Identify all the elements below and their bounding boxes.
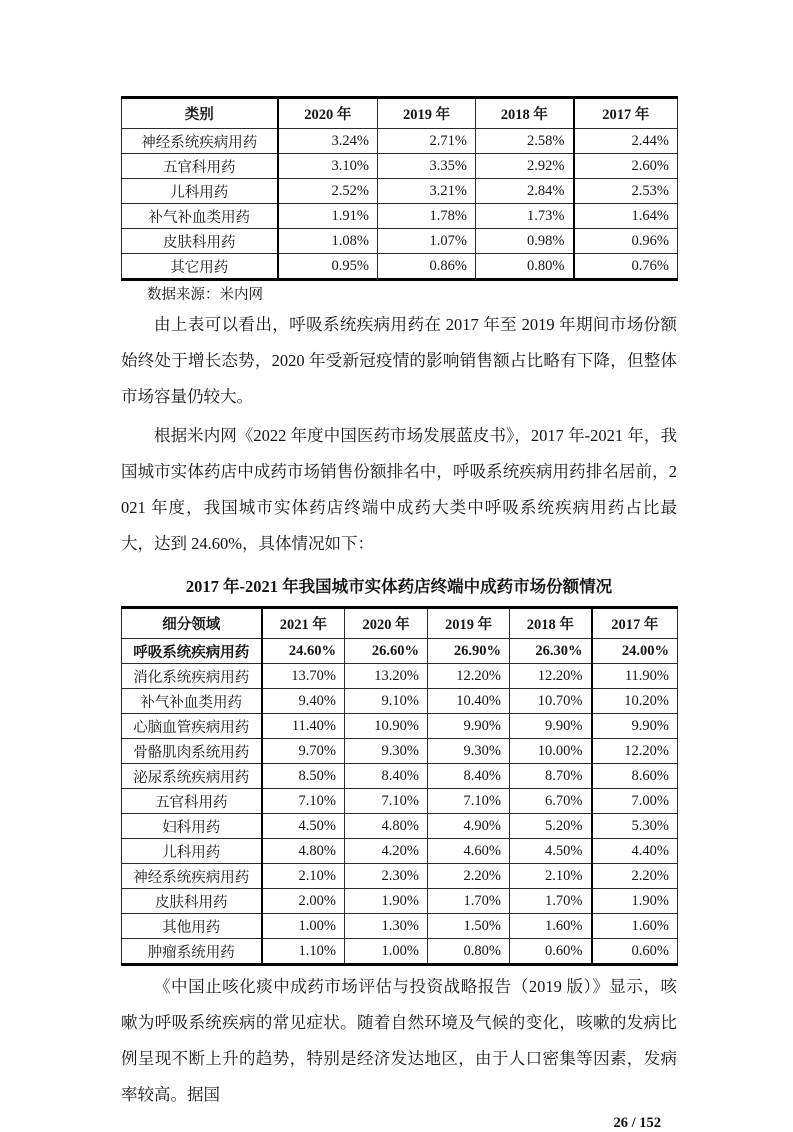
category-cell: 儿科用药 bbox=[122, 179, 278, 204]
value-cell: 2.10% bbox=[510, 864, 592, 889]
value-cell: 2.92% bbox=[476, 154, 574, 179]
value-cell: 4.80% bbox=[345, 814, 428, 839]
table-row bbox=[122, 839, 678, 864]
value-cell: 2.71% bbox=[378, 129, 476, 154]
value-cell: 7.10% bbox=[428, 789, 510, 814]
table-row bbox=[122, 739, 678, 764]
table-header-row bbox=[122, 98, 678, 129]
paragraph-bluebook: 根据米内网《2022 年度中国医药市场发展蓝皮书》，2017 年-2021 年，我国城市实体药店中成药市场销售份额排名中，呼吸系统疾病用药排名居前，2021 年度，我国城市实体药店终端中成药大类中呼吸系统疾病用药占比最大，达到 24.60%，具体情况如下： bbox=[121, 426, 677, 553]
value-cell: 5.20% bbox=[510, 814, 592, 839]
category-cell: 神经系统疾病用药 bbox=[122, 129, 278, 154]
value-cell: 1.70% bbox=[510, 889, 592, 914]
value-cell: 2.44% bbox=[574, 129, 678, 154]
category-cell: 皮肤科用药 bbox=[122, 229, 278, 254]
category-cell: 心脑血管疾病用药 bbox=[122, 714, 262, 739]
value-cell: 9.90% bbox=[428, 714, 510, 739]
category-cell: 补气补血类用药 bbox=[122, 204, 278, 229]
value-cell: 0.80% bbox=[428, 939, 510, 965]
value-cell: 26.60% bbox=[345, 639, 428, 664]
table-row bbox=[122, 154, 678, 179]
value-cell: 9.90% bbox=[592, 714, 678, 739]
category-cell: 神经系统疾病用药 bbox=[122, 864, 262, 889]
value-cell: 1.91% bbox=[278, 204, 378, 229]
value-cell: 1.73% bbox=[476, 204, 574, 229]
value-cell: 4.90% bbox=[428, 814, 510, 839]
category-cell: 泌尿系统疾病用药 bbox=[122, 764, 262, 789]
value-cell: 12.20% bbox=[592, 739, 678, 764]
table-row bbox=[122, 814, 678, 839]
table-row bbox=[122, 664, 678, 689]
value-cell: 2.58% bbox=[476, 129, 574, 154]
paragraph-cough-report: 《中国止咳化痰中成药市场评估与投资战略报告（2019 版）》显示，咳嗽为呼吸系统疾病的常见症状。随着自然环境及气候的变化，咳嗽的发病比例呈现不断上升的趋势，特别是经济发达地区，由于人口密集等因素，发病率较高。据国 bbox=[121, 977, 677, 1104]
value-cell: 9.30% bbox=[428, 739, 510, 764]
value-cell: 1.70% bbox=[428, 889, 510, 914]
value-cell: 8.50% bbox=[262, 764, 345, 789]
value-cell: 0.60% bbox=[592, 939, 678, 965]
data-source-note: 数据来源：米内网 bbox=[147, 287, 263, 303]
value-cell: 7.10% bbox=[345, 789, 428, 814]
value-cell: 9.70% bbox=[262, 739, 345, 764]
category-cell: 骨骼肌肉系统用药 bbox=[122, 739, 262, 764]
value-cell: 10.90% bbox=[345, 714, 428, 739]
value-cell: 2.52% bbox=[278, 179, 378, 204]
value-cell: 4.40% bbox=[592, 839, 678, 864]
value-cell: 1.10% bbox=[262, 939, 345, 965]
column-header: 2020 年 bbox=[278, 98, 378, 129]
value-cell: 2.53% bbox=[574, 179, 678, 204]
value-cell: 4.50% bbox=[262, 814, 345, 839]
paragraph-market-trend: 由上表可以看出，呼吸系统疾病用药在 2017 年至 2019 年期间市场份额始终处于增长态势，2020 年受新冠疫情的影响销售额占比略有下降，但整体市场容量仍较大。 bbox=[121, 315, 677, 406]
value-cell: 3.10% bbox=[278, 154, 378, 179]
value-cell: 1.30% bbox=[345, 914, 428, 939]
value-cell: 8.40% bbox=[428, 764, 510, 789]
table-row bbox=[122, 179, 678, 204]
value-cell: 10.70% bbox=[510, 689, 592, 714]
column-header: 2018 年 bbox=[476, 98, 574, 129]
value-cell: 8.60% bbox=[592, 764, 678, 789]
value-cell: 1.78% bbox=[378, 204, 476, 229]
value-cell: 24.60% bbox=[262, 639, 345, 664]
value-cell: 4.50% bbox=[510, 839, 592, 864]
value-cell: 1.50% bbox=[428, 914, 510, 939]
value-cell: 12.20% bbox=[428, 664, 510, 689]
value-cell: 0.86% bbox=[378, 254, 476, 280]
column-header: 细分领域 bbox=[122, 608, 262, 639]
column-header: 2021 年 bbox=[262, 608, 345, 639]
column-header: 2018 年 bbox=[510, 608, 592, 639]
column-header: 2020 年 bbox=[345, 608, 428, 639]
table-row bbox=[122, 254, 678, 280]
value-cell: 0.60% bbox=[510, 939, 592, 965]
value-cell: 10.00% bbox=[510, 739, 592, 764]
value-cell: 0.96% bbox=[574, 229, 678, 254]
category-cell: 消化系统疾病用药 bbox=[122, 664, 262, 689]
category-cell: 皮肤科用药 bbox=[122, 889, 262, 914]
value-cell: 26.90% bbox=[428, 639, 510, 664]
value-cell: 2.10% bbox=[262, 864, 345, 889]
value-cell: 1.90% bbox=[592, 889, 678, 914]
value-cell: 26.30% bbox=[510, 639, 592, 664]
column-header: 类别 bbox=[122, 98, 278, 129]
value-cell: 2.20% bbox=[592, 864, 678, 889]
column-header: 2019 年 bbox=[378, 98, 476, 129]
value-cell: 1.60% bbox=[592, 914, 678, 939]
column-header: 2019 年 bbox=[428, 608, 510, 639]
category-share-table bbox=[121, 96, 678, 281]
value-cell: 0.80% bbox=[476, 254, 574, 280]
value-cell: 11.90% bbox=[592, 664, 678, 689]
value-cell: 9.90% bbox=[510, 714, 592, 739]
value-cell: 9.10% bbox=[345, 689, 428, 714]
value-cell: 13.70% bbox=[262, 664, 345, 689]
category-cell: 五官科用药 bbox=[122, 789, 262, 814]
value-cell: 1.08% bbox=[278, 229, 378, 254]
page-number: 26 / 152 bbox=[613, 1115, 661, 1131]
value-cell: 8.70% bbox=[510, 764, 592, 789]
table-row bbox=[122, 204, 678, 229]
category-cell: 儿科用药 bbox=[122, 839, 262, 864]
value-cell: 4.80% bbox=[262, 839, 345, 864]
value-cell: 0.95% bbox=[278, 254, 378, 280]
value-cell: 1.60% bbox=[510, 914, 592, 939]
table-row bbox=[122, 229, 678, 254]
value-cell: 5.30% bbox=[592, 814, 678, 839]
value-cell: 3.35% bbox=[378, 154, 476, 179]
value-cell: 6.70% bbox=[510, 789, 592, 814]
value-cell: 12.20% bbox=[510, 664, 592, 689]
value-cell: 9.40% bbox=[262, 689, 345, 714]
value-cell: 1.00% bbox=[345, 939, 428, 965]
category-cell: 呼吸系统疾病用药 bbox=[122, 639, 262, 664]
value-cell: 0.76% bbox=[574, 254, 678, 280]
category-cell: 其他用药 bbox=[122, 914, 262, 939]
table-header-row bbox=[122, 608, 678, 639]
value-cell: 10.20% bbox=[592, 689, 678, 714]
column-header: 2017 年 bbox=[592, 608, 678, 639]
value-cell: 4.60% bbox=[428, 839, 510, 864]
value-cell: 1.64% bbox=[574, 204, 678, 229]
table-row bbox=[122, 889, 678, 914]
value-cell: 1.07% bbox=[378, 229, 476, 254]
value-cell: 7.00% bbox=[592, 789, 678, 814]
table-row bbox=[122, 789, 678, 814]
value-cell: 24.00% bbox=[592, 639, 678, 664]
value-cell: 0.98% bbox=[476, 229, 574, 254]
value-cell: 11.40% bbox=[262, 714, 345, 739]
value-cell: 7.10% bbox=[262, 789, 345, 814]
value-cell: 3.21% bbox=[378, 179, 476, 204]
value-cell: 9.30% bbox=[345, 739, 428, 764]
value-cell: 4.20% bbox=[345, 839, 428, 864]
table-row bbox=[122, 129, 678, 154]
category-cell: 妇科用药 bbox=[122, 814, 262, 839]
table-row bbox=[122, 764, 678, 789]
table-row bbox=[122, 864, 678, 889]
table-title: 2017 年-2021 年我国城市实体药店终端中成药市场份额情况 bbox=[185, 577, 613, 596]
value-cell: 2.00% bbox=[262, 889, 345, 914]
value-cell: 2.30% bbox=[345, 864, 428, 889]
value-cell: 1.00% bbox=[262, 914, 345, 939]
page-content bbox=[121, 0, 677, 1132]
table-row bbox=[122, 689, 678, 714]
value-cell: 2.84% bbox=[476, 179, 574, 204]
value-cell: 10.40% bbox=[428, 689, 510, 714]
segment-share-table bbox=[121, 606, 678, 966]
value-cell: 2.20% bbox=[428, 864, 510, 889]
category-cell: 肿瘤系统用药 bbox=[122, 939, 262, 965]
value-cell: 3.24% bbox=[278, 129, 378, 154]
category-cell: 其它用药 bbox=[122, 254, 278, 280]
table-row bbox=[122, 914, 678, 939]
table-row-highlight bbox=[122, 639, 678, 664]
category-cell: 补气补血类用药 bbox=[122, 689, 262, 714]
table-row bbox=[122, 714, 678, 739]
value-cell: 8.40% bbox=[345, 764, 428, 789]
column-header: 2017 年 bbox=[574, 98, 678, 129]
category-cell: 五官科用药 bbox=[122, 154, 278, 179]
table-row bbox=[122, 939, 678, 965]
value-cell: 1.90% bbox=[345, 889, 428, 914]
value-cell: 13.20% bbox=[345, 664, 428, 689]
value-cell: 2.60% bbox=[574, 154, 678, 179]
